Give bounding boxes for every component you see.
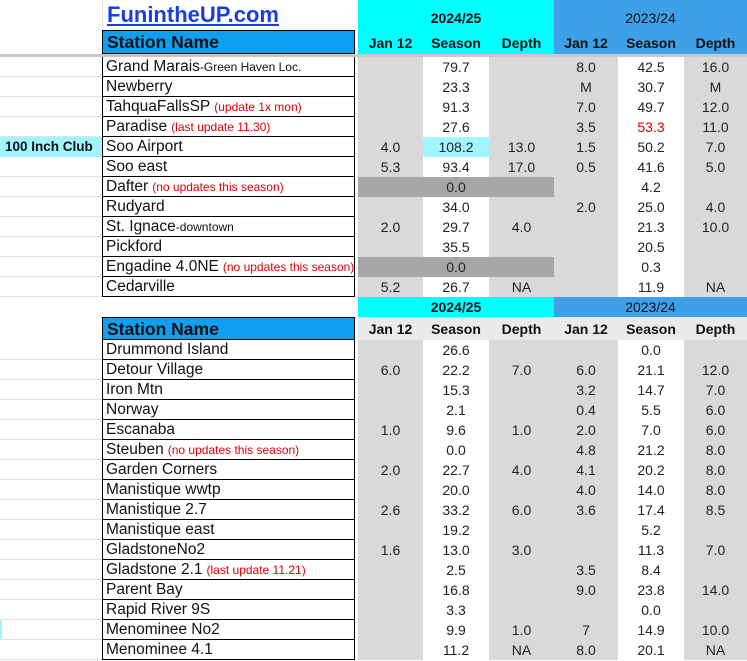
station-name-cell[interactable] xyxy=(102,560,355,580)
station-name-cell[interactable] xyxy=(102,500,355,520)
value-cell[interactable]: 3.2 xyxy=(554,380,618,400)
value-cell[interactable]: 33.2 xyxy=(442,502,470,518)
table-row xyxy=(0,360,747,380)
value-cell[interactable]: 8.0 xyxy=(684,440,747,460)
value-cell[interactable]: 41.6 xyxy=(637,159,665,175)
value-cell[interactable]: 35.5 xyxy=(442,239,470,255)
table-row xyxy=(0,257,747,277)
value-cell[interactable] xyxy=(358,620,423,640)
value-cell[interactable] xyxy=(554,540,618,560)
value-cell[interactable]: 4.2 xyxy=(641,179,661,195)
value-cell[interactable]: 20.0 xyxy=(442,482,470,498)
value-cell[interactable]: 34.0 xyxy=(442,199,470,215)
value-cell[interactable]: M xyxy=(554,77,618,97)
value-cell[interactable]: 4.1 xyxy=(554,460,618,480)
value-cell[interactable]: 4.0 xyxy=(684,197,747,217)
value-cell[interactable] xyxy=(684,237,747,257)
value-cell[interactable]: 11.0 xyxy=(684,117,747,137)
value-cell[interactable] xyxy=(489,97,554,117)
value-cell[interactable]: 93.4 xyxy=(442,159,470,175)
table-row xyxy=(0,177,747,197)
value-cell[interactable]: 21.1 xyxy=(637,362,665,378)
value-cell[interactable]: 2.0 xyxy=(358,460,423,480)
table-row xyxy=(0,480,747,500)
station-name: Paradise xyxy=(106,118,168,135)
col-depth-current: Depth xyxy=(489,30,554,54)
value-cell[interactable]: 4.0 xyxy=(489,460,554,480)
station-name-cell[interactable] xyxy=(102,540,355,560)
value-cell[interactable]: 7.0 xyxy=(554,97,618,117)
value-cell[interactable]: 6.0 xyxy=(554,360,618,380)
blank xyxy=(102,297,355,317)
value-cell[interactable]: NA xyxy=(684,640,747,660)
value-cell[interactable]: 10.0 xyxy=(684,620,747,640)
value-cell[interactable]: 12.0 xyxy=(684,360,747,380)
station-note: (last update 11.21) xyxy=(206,563,306,577)
station-name-cell[interactable] xyxy=(102,277,355,297)
value-cell[interactable]: 14.7 xyxy=(637,382,665,398)
value-cell[interactable]: 20.2 xyxy=(637,462,665,478)
value-cell[interactable]: 4.0 xyxy=(358,137,423,157)
table-row xyxy=(0,440,747,460)
value-cell[interactable]: 7.0 xyxy=(684,137,747,157)
value-cell[interactable]: 1.5 xyxy=(554,137,618,157)
table-row xyxy=(0,420,747,440)
station-note: (no updates this season) xyxy=(152,180,284,194)
table-row xyxy=(0,620,747,640)
value-cell[interactable]: 27.6 xyxy=(442,119,470,135)
value-cell[interactable]: 108.2 xyxy=(423,137,489,157)
station-name-cell[interactable] xyxy=(102,620,355,640)
table-row xyxy=(0,157,747,177)
value-cell[interactable]: 22.2 xyxy=(442,362,470,378)
value-cell[interactable] xyxy=(684,560,747,580)
value-cell[interactable]: 14.0 xyxy=(684,580,747,600)
value-cell[interactable]: 9.9 xyxy=(446,622,466,638)
value-cell[interactable]: 20.5 xyxy=(637,239,665,255)
value-cell[interactable]: 13.0 xyxy=(442,542,470,558)
value-cell[interactable]: 14.9 xyxy=(637,622,665,638)
value-cell[interactable] xyxy=(358,480,423,500)
value-cell[interactable]: 13.0 xyxy=(489,137,554,157)
value-cell[interactable]: 20.1 xyxy=(637,642,665,658)
station-name-cell[interactable] xyxy=(102,600,355,620)
station-name: Pickford xyxy=(106,238,162,255)
station-name: Parent Bay xyxy=(106,581,183,598)
station-name: Menominee No2 xyxy=(106,621,220,638)
season-prior-header-2 xyxy=(554,297,747,317)
col-jan12-current-2: Jan 12 xyxy=(358,317,423,340)
station-name: Menominee 4.1 xyxy=(106,641,213,658)
table-row xyxy=(0,117,747,137)
value-cell[interactable]: 16.0 xyxy=(684,57,747,77)
value-cell[interactable] xyxy=(358,340,423,360)
station-name: Escanaba xyxy=(106,421,175,438)
station-name: Manistique east xyxy=(106,521,215,538)
value-cell[interactable] xyxy=(489,77,554,97)
title-row xyxy=(0,0,747,30)
table-row xyxy=(0,400,747,420)
value-cell[interactable]: 79.7 xyxy=(442,59,470,75)
value-cell[interactable] xyxy=(358,257,423,277)
station-name: Iron Mtn xyxy=(106,381,163,398)
value-cell[interactable]: 2.0 xyxy=(358,217,423,237)
table-row xyxy=(0,97,747,117)
station-name-cell[interactable] xyxy=(102,217,355,237)
station-name-cell[interactable] xyxy=(102,157,355,177)
value-cell[interactable]: NA xyxy=(489,277,554,297)
station-name-cell[interactable] xyxy=(102,420,355,440)
value-cell[interactable]: 2.1 xyxy=(446,402,466,418)
table-row xyxy=(0,500,747,520)
value-cell[interactable] xyxy=(554,277,618,297)
station-name-cell[interactable] xyxy=(102,380,355,400)
value-cell[interactable]: NA xyxy=(489,640,554,660)
value-cell[interactable] xyxy=(489,237,554,257)
table-row xyxy=(0,197,747,217)
station-name-cell[interactable] xyxy=(102,460,355,480)
value-cell[interactable] xyxy=(489,340,554,360)
value-cell[interactable] xyxy=(358,117,423,137)
station-name: Steuben xyxy=(106,441,164,458)
value-cell[interactable] xyxy=(489,520,554,540)
value-cell[interactable] xyxy=(489,600,554,620)
station-name-cell[interactable] xyxy=(102,57,355,77)
table-row xyxy=(0,237,747,257)
value-cell[interactable]: 6.0 xyxy=(358,360,423,380)
value-cell[interactable] xyxy=(358,197,423,217)
value-cell[interactable] xyxy=(358,440,423,460)
value-cell[interactable]: 0.5 xyxy=(554,157,618,177)
value-cell[interactable] xyxy=(489,57,554,77)
station-note: (update 1x mon) xyxy=(214,100,302,114)
header-row-1 xyxy=(0,30,747,54)
station-name-cell[interactable] xyxy=(102,640,355,660)
value-cell[interactable] xyxy=(489,117,554,137)
header-row-2 xyxy=(0,317,747,340)
station-name: Norway xyxy=(106,401,159,418)
station-name: Manistique 2.7 xyxy=(106,501,207,518)
station-name-cell[interactable] xyxy=(102,137,355,157)
value-cell[interactable]: 10.0 xyxy=(684,217,747,237)
value-cell[interactable]: 17.4 xyxy=(637,502,665,518)
table-row xyxy=(0,77,747,97)
value-cell[interactable] xyxy=(684,340,747,360)
value-cell[interactable]: 7 xyxy=(554,620,618,640)
value-cell[interactable] xyxy=(358,520,423,540)
table-row xyxy=(0,137,747,157)
value-cell[interactable] xyxy=(489,197,554,217)
value-cell[interactable]: 8.0 xyxy=(554,57,618,77)
station-name-cell[interactable] xyxy=(102,117,355,137)
value-cell[interactable] xyxy=(489,257,554,277)
value-cell[interactable]: 5.2 xyxy=(358,277,423,297)
value-cell[interactable]: 1.6 xyxy=(358,540,423,560)
value-cell[interactable] xyxy=(358,237,423,257)
site-title-cell xyxy=(102,0,355,30)
value-cell[interactable] xyxy=(489,580,554,600)
station-name-cell[interactable] xyxy=(102,237,355,257)
station-note: (no updates this season) xyxy=(167,443,300,457)
station-name: Gladstone 2.1 xyxy=(106,561,203,578)
value-cell[interactable] xyxy=(684,177,747,197)
value-cell[interactable]: 26.6 xyxy=(442,342,470,358)
station-name: Drummond Island xyxy=(106,341,229,358)
value-cell[interactable] xyxy=(358,177,423,197)
station-name: Rudyard xyxy=(106,198,165,215)
value-cell[interactable]: NA xyxy=(684,277,747,297)
station-name-cell[interactable] xyxy=(102,257,355,277)
station-name: TahquaFallsSP xyxy=(106,98,211,115)
station-name-cell[interactable] xyxy=(102,360,355,380)
value-cell[interactable] xyxy=(554,600,618,620)
value-cell[interactable]: 5.2 xyxy=(641,522,661,538)
station-sublabel: -downtown xyxy=(175,220,234,234)
value-cell[interactable]: 8.0 xyxy=(684,460,747,480)
value-cell[interactable]: 6.0 xyxy=(684,420,747,440)
table-row xyxy=(0,57,747,77)
value-cell[interactable]: 30.7 xyxy=(637,79,665,95)
value-cell[interactable] xyxy=(684,257,747,277)
value-cell[interactable]: 11.3 xyxy=(637,542,665,558)
station-name: Engadine 4.0NE xyxy=(106,258,219,275)
value-cell[interactable]: 9.6 xyxy=(446,422,466,438)
station-note: (no updates this season) xyxy=(222,260,355,274)
value-cell[interactable]: 3.5 xyxy=(554,560,618,580)
value-cell[interactable] xyxy=(358,380,423,400)
col-depth-prior-2: Depth xyxy=(684,317,747,340)
station-name: Garden Corners xyxy=(106,461,218,478)
value-cell[interactable]: 0.0 xyxy=(423,177,489,197)
value-cell[interactable]: 2.0 xyxy=(554,197,618,217)
table-row xyxy=(0,460,747,480)
value-cell[interactable] xyxy=(489,560,554,580)
value-cell[interactable] xyxy=(684,520,747,540)
station-name-header-2 xyxy=(102,317,355,340)
value-cell[interactable]: 3.6 xyxy=(554,500,618,520)
site-title-link[interactable]: FunintheUP.com xyxy=(107,2,279,27)
value-cell[interactable]: M xyxy=(684,77,747,97)
value-cell[interactable]: 14.0 xyxy=(637,482,665,498)
value-cell[interactable] xyxy=(554,177,618,197)
value-cell[interactable] xyxy=(489,480,554,500)
value-cell[interactable]: 0.3 xyxy=(641,259,661,275)
value-cell[interactable]: 19.2 xyxy=(442,522,470,538)
station-name-cell[interactable] xyxy=(102,340,355,360)
station-name-cell[interactable] xyxy=(102,440,355,460)
value-cell[interactable] xyxy=(358,97,423,117)
value-cell[interactable] xyxy=(358,400,423,420)
value-cell[interactable] xyxy=(554,257,618,277)
value-cell[interactable]: 5.5 xyxy=(641,402,661,418)
value-cell[interactable]: 4.0 xyxy=(554,480,618,500)
station-name-cell[interactable] xyxy=(102,400,355,420)
value-cell[interactable]: 23.3 xyxy=(442,79,470,95)
value-cell[interactable] xyxy=(554,520,618,540)
station-name-cell[interactable] xyxy=(102,97,355,117)
station-name-header-label-2: Station Name xyxy=(107,319,219,339)
value-cell[interactable]: 11.2 xyxy=(442,642,470,658)
value-cell[interactable]: 11.9 xyxy=(637,279,665,295)
table-row xyxy=(0,217,747,237)
table-row xyxy=(0,340,747,360)
value-cell[interactable]: 1.0 xyxy=(489,420,554,440)
station-name-header xyxy=(102,30,355,54)
station-name-header-label: Station Name xyxy=(107,32,219,52)
value-cell[interactable]: 7.0 xyxy=(641,422,661,438)
value-cell[interactable] xyxy=(358,57,423,77)
value-cell[interactable]: 7.0 xyxy=(684,540,747,560)
col-jan12-prior-2: Jan 12 xyxy=(554,317,618,340)
station-name: Soo east xyxy=(106,158,168,175)
value-cell[interactable]: 3.0 xyxy=(489,540,554,560)
value-cell[interactable] xyxy=(358,560,423,580)
station-name-cell[interactable] xyxy=(102,480,355,500)
value-cell[interactable]: 4.0 xyxy=(489,217,554,237)
col-jan12-prior: Jan 12 xyxy=(554,30,618,54)
value-cell[interactable] xyxy=(358,640,423,660)
value-cell[interactable]: 21.3 xyxy=(637,219,665,235)
value-cell[interactable] xyxy=(684,600,747,620)
table-row xyxy=(0,560,747,580)
value-cell[interactable]: 8.4 xyxy=(641,562,661,578)
value-cell[interactable]: 29.7 xyxy=(442,219,470,235)
value-cell[interactable]: 9.0 xyxy=(554,580,618,600)
value-cell[interactable]: 12.0 xyxy=(684,97,747,117)
station-name: GladstoneNo2 xyxy=(106,541,206,558)
value-cell[interactable]: 26.7 xyxy=(442,279,470,295)
club-label: 100 Inch Club xyxy=(5,139,93,154)
season-current-label-2: 2024/25 xyxy=(430,299,482,315)
value-cell[interactable]: 16.8 xyxy=(442,582,470,598)
value-cell[interactable]: 22.7 xyxy=(442,462,470,478)
value-cell[interactable]: 15.3 xyxy=(442,382,470,398)
value-cell[interactable]: 7.0 xyxy=(684,380,747,400)
table-row xyxy=(0,540,747,560)
season-prior-label: 2023/24 xyxy=(625,10,676,26)
value-cell[interactable]: 2.0 xyxy=(554,420,618,440)
value-cell[interactable]: 5.0 xyxy=(684,157,747,177)
value-cell[interactable]: 5.3 xyxy=(358,157,423,177)
season-prior-label-2: 2023/24 xyxy=(625,299,676,315)
value-cell[interactable] xyxy=(489,440,554,460)
grid-line xyxy=(0,659,102,660)
table-row xyxy=(0,520,747,540)
value-cell[interactable]: 6.0 xyxy=(489,500,554,520)
station-name: Rapid River 9S xyxy=(106,601,211,618)
season-prior-header xyxy=(554,0,747,30)
station-name: Newberry xyxy=(106,78,173,95)
club-marker xyxy=(0,620,2,640)
col-season-prior: Season xyxy=(618,30,684,54)
value-cell[interactable]: 3.5 xyxy=(554,117,618,137)
value-cell[interactable]: 0.0 xyxy=(423,257,489,277)
value-cell[interactable] xyxy=(358,600,423,620)
value-cell[interactable]: 91.3 xyxy=(442,99,470,115)
station-name: Cedarville xyxy=(106,278,175,295)
col-jan12-current: Jan 12 xyxy=(358,30,423,54)
value-cell[interactable]: 0.0 xyxy=(641,602,661,618)
value-cell[interactable] xyxy=(489,177,554,197)
value-cell[interactable]: 0.4 xyxy=(554,400,618,420)
value-cell[interactable]: 42.5 xyxy=(637,59,665,75)
station-name-cell[interactable] xyxy=(102,197,355,217)
col-depth-prior: Depth xyxy=(684,30,747,54)
season-current-label: 2024/25 xyxy=(430,10,482,26)
station-name: St. Ignace xyxy=(106,218,176,235)
value-cell[interactable]: 3.3 xyxy=(446,602,466,618)
table-row xyxy=(0,277,747,297)
value-cell[interactable]: 8.0 xyxy=(554,640,618,660)
table-row xyxy=(0,380,747,400)
station-name: Manistique wwtp xyxy=(106,481,221,498)
value-cell[interactable]: 2.6 xyxy=(358,500,423,520)
col-season-current: Season xyxy=(423,30,489,54)
station-name-cell[interactable] xyxy=(102,77,355,97)
club-label-cell xyxy=(0,137,102,157)
station-sublabel: -Green Haven Loc. xyxy=(199,60,302,74)
value-cell[interactable]: 4.8 xyxy=(554,440,618,460)
station-name: Grand Marais xyxy=(106,58,200,75)
value-cell[interactable]: 25.0 xyxy=(637,199,665,215)
station-name: Detour Village xyxy=(106,361,204,378)
value-cell[interactable]: 1.0 xyxy=(489,620,554,640)
value-cell[interactable]: 1.0 xyxy=(358,420,423,440)
station-name: Dafter xyxy=(106,178,149,195)
value-cell[interactable]: 50.2 xyxy=(637,139,665,155)
value-cell[interactable] xyxy=(554,237,618,257)
value-cell[interactable]: 23.8 xyxy=(637,582,665,598)
value-cell[interactable] xyxy=(554,340,618,360)
value-cell[interactable] xyxy=(358,77,423,97)
value-cell[interactable]: 21.2 xyxy=(637,442,665,458)
value-cell[interactable] xyxy=(489,400,554,420)
station-name: Soo Airport xyxy=(106,138,183,155)
value-cell[interactable] xyxy=(554,217,618,237)
value-cell[interactable]: 8.0 xyxy=(684,480,747,500)
value-cell[interactable]: 0.0 xyxy=(446,442,466,458)
value-cell[interactable] xyxy=(358,580,423,600)
col-depth-current-2: Depth xyxy=(489,317,554,340)
season-current-header-2 xyxy=(358,297,554,317)
value-cell[interactable]: 49.7 xyxy=(637,99,665,115)
table-row xyxy=(0,600,747,620)
value-cell[interactable]: 53.3 xyxy=(637,119,665,135)
table-row xyxy=(0,580,747,600)
section2-season-row xyxy=(0,297,747,317)
value-cell[interactable]: 6.0 xyxy=(684,400,747,420)
station-name-cell[interactable] xyxy=(102,520,355,540)
value-cell[interactable]: 8.5 xyxy=(684,500,747,520)
value-cell[interactable]: 17.0 xyxy=(489,157,554,177)
station-name-cell[interactable] xyxy=(102,580,355,600)
col-season-current-2: Season xyxy=(423,317,489,340)
station-name-cell[interactable] xyxy=(102,177,355,197)
col-season-prior-2: Season xyxy=(618,317,684,340)
value-cell[interactable] xyxy=(489,380,554,400)
station-note: (last update 11.30) xyxy=(171,120,271,134)
value-cell[interactable]: 2.5 xyxy=(446,562,466,578)
season-current-header xyxy=(358,0,554,30)
value-cell[interactable]: 7.0 xyxy=(489,360,554,380)
table-row xyxy=(0,640,747,660)
value-cell[interactable]: 0.0 xyxy=(641,342,661,358)
